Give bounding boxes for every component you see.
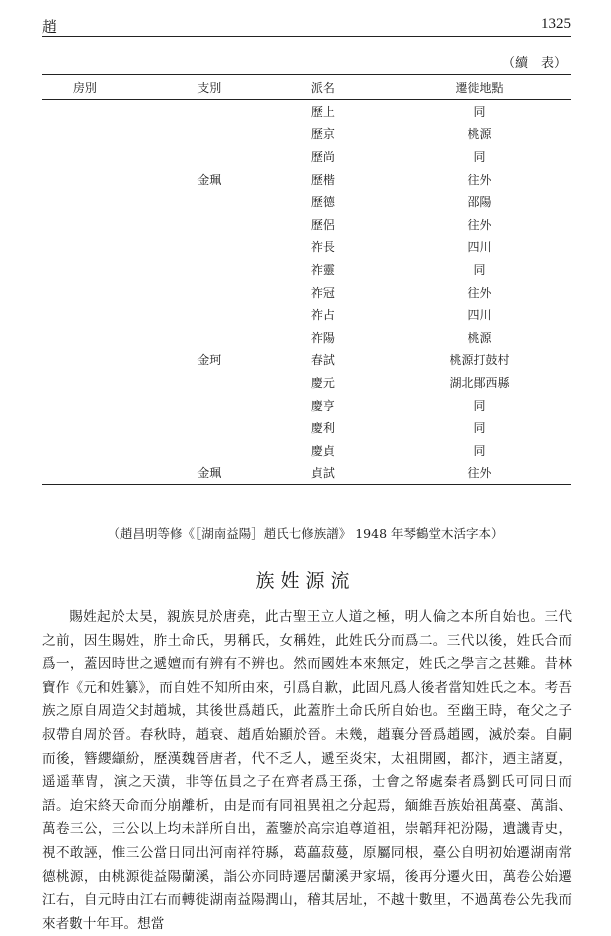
cell-sub-branch [128,371,291,394]
cell-generation-name: 歷德 [310,195,335,210]
table-row [42,213,571,236]
table-row [42,145,571,168]
section-title: 族姓源流 [255,570,356,592]
cell-branch [42,349,128,372]
column-header-branch: 房別 [42,75,128,100]
cell-branch [42,281,128,304]
cell-sub-branch [128,394,291,417]
cell-migration-place: 同 [473,421,486,436]
table-row [42,168,571,191]
table-row [42,236,571,259]
table-row [42,416,571,439]
cell-generation-name: 慶元 [310,375,335,390]
cell-migration-place: 同 [473,443,486,458]
table-row [42,258,571,281]
table-row [42,349,571,372]
cell-branch [42,371,128,394]
table-row [42,439,571,462]
cell-generation-name: 歷侶 [310,217,335,232]
cell-sub-branch [128,123,291,146]
cell-branch [42,303,128,326]
cell-branch [42,439,128,462]
cell-sub-branch: 金珮 [128,462,291,485]
table-row [42,326,571,349]
cell-migration-place: 四川 [467,308,492,323]
cell-generation-name: 祚冠 [310,285,335,300]
table-body [42,100,571,485]
column-header-migration-place: 遷徙地點 [388,75,571,100]
table-header-row [42,75,571,100]
cell-migration-place: 桃源 [467,330,492,345]
body-text [42,606,572,936]
cell-migration-place: 同 [473,104,486,119]
table-row [42,190,571,213]
cell-generation-name: 慶貞 [310,443,335,458]
table-row [42,462,571,485]
cell-sub-branch [128,213,291,236]
cell-migration-place: 往外 [388,462,571,485]
cell-migration-place: 往外 [467,217,492,232]
cell-sub-branch [128,439,291,462]
cell-generation-name: 祚陽 [310,330,335,345]
table-row [42,371,571,394]
column-header-sub-branch: 支別 [128,75,291,100]
column-header-generation-name: 派名 [291,75,388,100]
cell-sub-branch [128,326,291,349]
cell-migration-place: 往外 [467,285,492,300]
cell-generation-name: 歷京 [310,127,335,142]
table-row [42,394,571,417]
cell-branch [42,100,128,123]
cell-sub-branch [128,145,291,168]
cell-generation-name: 祚占 [310,308,335,323]
cell-migration-place: 同 [473,398,486,413]
cell-generation-name: 祚靈 [310,262,335,277]
cell-migration-place: 湖北鄖西縣 [449,375,510,390]
cell-migration-place: 桃源 [467,127,492,142]
page-number: 1325 [541,16,571,32]
table-row [42,303,571,326]
cell-sub-branch [128,100,291,123]
cell-branch [42,326,128,349]
cell-sub-branch [128,303,291,326]
table-row [42,123,571,146]
cell-sub-branch [128,416,291,439]
cell-generation-name: 歷尚 [310,149,335,164]
cell-migration-place: 邵陽 [467,195,492,210]
cell-branch [42,394,128,417]
cell-branch [42,123,128,146]
cell-branch [42,236,128,259]
cell-sub-branch [128,190,291,213]
cell-sub-branch [128,281,291,304]
cell-migration-place: 往外 [467,172,492,187]
genealogy-table [42,74,571,485]
body-paragraph: 賜姓起於太昊，親族見於唐堯，此古聖王立人道之極，明人倫之本所自始也。三代之前，因生賜姓，胙土命氏，男稱氏，女稱姓，此姓氏分而爲二。三代以後，姓氏合而爲一，蓋因時世之遞嬗而有辨有不辨也。然而國姓本來無定，姓氏之學言之甚難。昔林寶作《元和姓纂》，而自姓不知所由來，引爲自歉，此固凡爲人後者當知姓氏之本。考吾族之原自周造父封趙城，其後世爲趙氏，此蓋胙土命氏所自始也。至幽王時，奄父之子叔帶自周於晉。春秋時，趙衰、趙盾始顯於晉。未幾，趙襄分晉爲趙國，滅於秦。自嗣而後，簪纓纈紛，歷漢魏晉唐者，代不乏人，遞至炎宋，太祖開國，都汴，迺主諸夏，遥遥華冑，演之天潢，非等伍員之子在齊者爲王孫，士會之帑處秦者爲劉氏可同日而語。迨宋終天命而分崩離析，由是而有同祖異祖之分起焉，緬維吾族始祖萬臺、萬詣、萬卷三公，三公以上均未詳所自出，蓋鑒於高宗追尊道祖，崇韜拜祀汾陽，遺譏青史，視不敢誣，惟三公當日同出河南祥符縣，葛藟菽蔓，原屬同根，臺公自明初始遷湖南常德桃源，由桃源徙益陽蘭溪，詣公亦同時遷居蘭溪尹家塥，後再分遷火田，萬卷公始遷江右，自元時由江右而轉徙湖南益陽潤山，稽其居址，不越十數里，不過萬卷公先我而來者數十年耳。想當 [42,609,572,932]
cell-sub-branch [128,236,291,259]
cell-generation-name: 貞試 [291,462,388,485]
cell-migration-place: 桃源打鼓村 [449,353,510,368]
cell-migration-place: 同 [473,262,486,277]
table-row [42,100,571,123]
page-header [42,14,571,37]
cell-migration-place: 四川 [467,240,492,255]
cell-sub-branch [128,258,291,281]
cell-generation-name: 慶利 [310,421,335,436]
cell-generation-name: 歷上 [310,104,335,119]
cell-branch [42,416,128,439]
cell-migration-place: 同 [473,149,486,164]
cell-branch [42,145,128,168]
cell-branch [42,462,128,485]
cell-sub-branch: 金珮 [197,172,222,187]
cell-generation-name: 慶亨 [310,398,335,413]
cell-branch [42,258,128,281]
cell-branch [42,168,128,191]
table-row [42,281,571,304]
cell-generation-name: 歷楷 [310,172,335,187]
cell-generation-name: 春試 [310,353,335,368]
running-head-surname: 趙 [42,18,58,36]
cell-branch [42,190,128,213]
cell-sub-branch: 金珂 [197,353,222,368]
continuation-note: （續 表） [501,56,567,71]
cell-generation-name: 祚長 [310,240,335,255]
table-source-caption: （趙昌明等修《［湖南益陽］趙氏七修族譜》 1948 年琴鶴堂木活字本） [107,526,504,541]
cell-branch [42,213,128,236]
